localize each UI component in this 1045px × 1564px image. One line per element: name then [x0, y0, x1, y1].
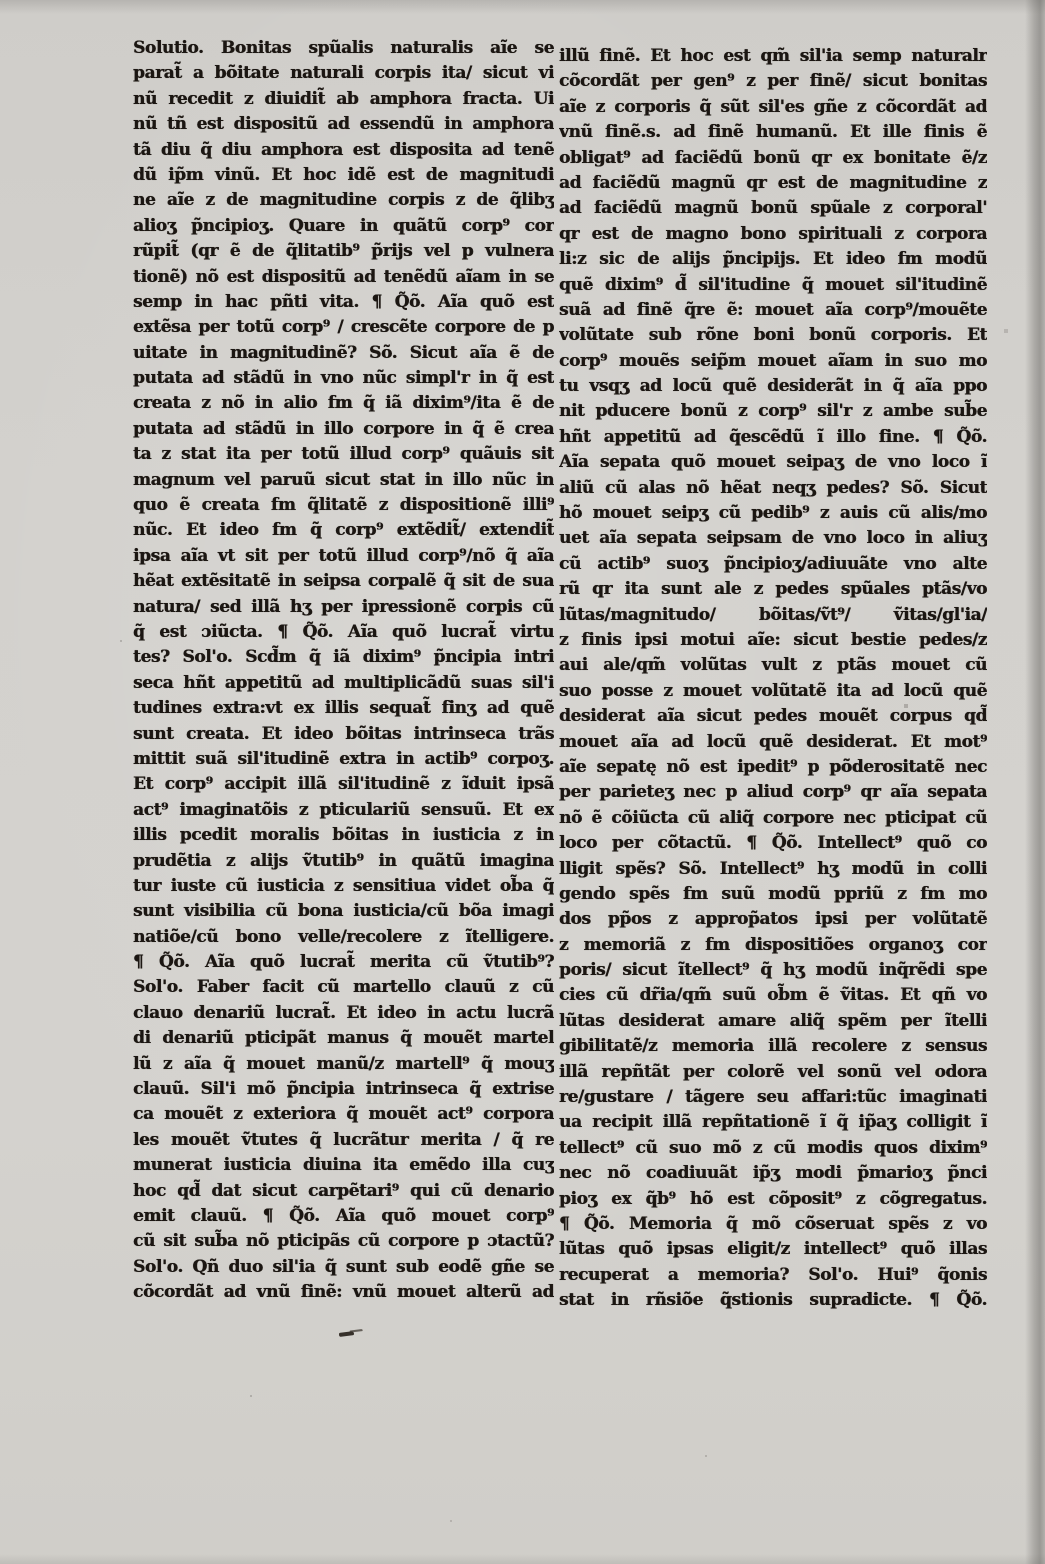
text-line: nũ recedit z diuidit̃ ab amphora fracta. Ui	[133, 88, 554, 109]
text-line: uitate in magnitudinẽ? Sõ. Sicut aĩa ẽ de	[133, 342, 554, 363]
text-line: hõ mouet seipʒ cũ pedib⁹ z auis cũ alis/mo	[559, 503, 987, 524]
text-line: hẽat extẽsitatẽ in seipsa corpalẽ q̃ sit de sua	[133, 571, 554, 592]
text-line: putata ad stãdũ in illo corpore in q̃ ẽ crea	[133, 418, 554, 439]
text-line: rũ qr ita sunt ale z pedes spũales ptãs/vo	[559, 579, 987, 600]
text-line: semp in hac pñti vita. ¶ Q̃õ. Aĩa quõ est	[133, 291, 554, 312]
text-line: poris/ sicut ĩtellect⁹ q̃ hʒ modũ inq̃rẽdi spe	[559, 960, 987, 981]
text-line: illũ finẽ. Et hoc est qm̃ sil'ia semp naturalr	[559, 46, 987, 66]
text-line: suo posse z mouet volũtatẽ ita ad locũ quẽ	[559, 680, 987, 701]
text-line: cõcordãt ad vnũ finẽ: vnũ mouet alterũ ad	[133, 1282, 554, 1303]
text-line: hoc qd̃ dat sicut carpẽtari⁹ qui cũ denario	[133, 1180, 554, 1201]
text-line: ta z stat ita per totũ illud corp⁹ quãuis sit	[133, 444, 554, 465]
text-line: quẽ dixim⁹ d̃ sil'itudine q̃ mouet sil'itudinẽ	[559, 274, 987, 295]
text-column-right	[559, 44, 987, 1314]
page-edge-shadow-top	[0, 0, 1045, 14]
text-line: quo ẽ creata fm q̃litatẽ z dispositionẽ illi⁹	[133, 495, 554, 516]
text-line: tur iuste cũ iusticia z sensitiua videt ob̃a q̃	[133, 875, 554, 896]
text-line: clauũ. Sil'i mõ p̃ncipia intrinseca q̃ extrise	[133, 1079, 554, 1100]
text-line: illis pcedit moralis bõitas in iusticia z in	[133, 825, 554, 846]
text-line: pioʒ ex q̃b⁹ hõ est cõposit⁹ z cõgregatus.	[559, 1188, 987, 1209]
text-line: tu vsqʒ ad locũ quẽ desiderãt in q̃ aĩa ppo	[559, 376, 987, 397]
text-line: desiderat aĩa sicut pedes mouẽt corpus qd̃	[559, 706, 987, 727]
text-line: gendo spẽs fm suũ modũ ppriũ z fm mo	[559, 883, 987, 904]
text-line: lũ z aĩa q̃ mouet manũ/z martell⁹ q̃ mouʒ	[133, 1053, 554, 1074]
text-line: lũtas quõ ipsas eligit/z intellect⁹ quõ illas	[559, 1239, 987, 1260]
text-line: ad faciẽdũ magnũ bonũ spũale z corporal'	[559, 198, 987, 219]
text-line: vnũ finẽ.s. ad finẽ humanũ. Et ille finis ẽ	[559, 122, 987, 143]
text-line: nũc. Et ideo fm q̃ corp⁹ extẽdit̃/ extendit̃	[133, 520, 554, 541]
text-line: tellect⁹ cũ suo mõ z cũ modis quos dixim⁹	[559, 1137, 987, 1158]
text-line: dos pp̃os z approp̃atos ipsi per volũtatẽ	[559, 909, 987, 930]
text-line: aĩe z corporis q̃ sũt sil'es gñe z cõcordãt ad	[559, 96, 987, 117]
text-line: tionẽ) nõ est dispositũ ad tenẽdũ aĩam in se	[133, 266, 554, 287]
text-line: stat in rñsiõe q̃stionis supradicte. ¶ Q̃õ.	[559, 1290, 987, 1311]
text-line: qr est de magno bono spirituali z corpora	[559, 223, 987, 244]
text-line: z finis ipsi motui aĩe: sicut bestie pedes/z	[559, 629, 987, 650]
text-line: recuperat a memoria? Sol'o. Hui⁹ q̃onis	[559, 1264, 987, 1285]
text-line: lligit spẽs? Sõ. Intellect⁹ hʒ modũ in colli	[559, 858, 987, 879]
text-line: munerat iusticia diuina ita emẽdo illa cuʒ	[133, 1155, 554, 1176]
text-line: cies cũ dr̃ia/qm̃ suũ ob̃m ẽ ṽitas. Et qñ vo	[559, 985, 987, 1006]
text-line: Aĩa sepata quõ mouet seipaʒ de vno loco ĩ	[559, 452, 987, 473]
text-line: prudẽtia z alijs ṽtutib⁹ in quãtũ imagina	[133, 850, 554, 871]
text-line: seca hñt appetitũ ad multiplicãdũ suas sil'i	[133, 672, 554, 693]
text-line: aĩe sepatę nõ est ipedit⁹ p põderositatẽ nec	[559, 756, 987, 777]
text-line: les mouẽt ṽtutes q̃ lucrãtur merita / q̃ re	[133, 1129, 554, 1150]
text-line: per parieteʒ nec p aliud corp⁹ qr aĩa sepata	[559, 782, 987, 803]
text-line: ipsa aĩa vt sit per totũ illud corp⁹/nõ q̃ aĩa	[133, 545, 554, 566]
text-line: mittit suã sil'itudinẽ extra in actib⁹ corpoʒ.	[133, 748, 554, 769]
text-line: putata ad stãdũ in vno nũc simpl'r in q̃ est	[133, 368, 554, 389]
text-line: Et corp⁹ accipit illã sil'itudinẽ z ĩduit ipsã	[133, 774, 554, 795]
page-edge-shadow-right	[1025, 0, 1045, 1564]
text-line: ad faciẽdũ magnũ qr est de magnitudine z	[559, 172, 987, 193]
text-line: nec nõ coadiuuãt ip̃ʒ modi p̃marioʒ p̃nci	[559, 1163, 987, 1184]
text-line: obligat⁹ ad faciẽdũ bonũ qr ex bonitate ẽ/z	[559, 147, 987, 168]
text-line: sunt creata. Et ideo bõitas intrinseca trãs	[133, 723, 554, 744]
text-line: corp⁹ mouẽs seip̃m mouet aĩam in suo mo	[559, 350, 987, 371]
text-line: gibilitatẽ/z memoria illã recolere z sensus	[559, 1036, 987, 1057]
text-line: di denariũ pticipãt manus q̃ mouẽt martel	[133, 1028, 554, 1049]
text-line: re/gustare / tãgere seu affari:tũc imaginati	[559, 1087, 987, 1108]
text-line: tes? Sol'o. Scd̃m q̃ iã dixim⁹ p̃ncipia intri	[133, 647, 554, 668]
text-line: nũ tñ est dispositũ ad essendũ in amphora	[133, 114, 554, 135]
text-line: cõcordãt per gen⁹ z per finẽ/ sicut bonitas	[559, 71, 987, 92]
ink-mark	[339, 1331, 354, 1337]
text-line: natiõe/cũ bono velle/recolere z ĩtelligere.	[133, 926, 554, 947]
text-line: Solutio. Bonitas spũalis naturalis aĩe se	[133, 38, 554, 58]
text-line: q̃ est ɔiũcta. ¶ Q̃õ. Aĩa quõ lucrat̃ virtu	[133, 621, 554, 642]
text-line: emit clauũ. ¶ Q̃õ. Aĩa quõ mouet corp⁹	[133, 1205, 554, 1226]
text-line: uet aĩa sepata seipsam de vno loco in aliuʒ	[559, 528, 987, 549]
text-line: extẽsa per totũ corp⁹ / crescẽte corpore de p	[133, 317, 554, 338]
text-line: Sol'o. Faber facit cũ martello clauũ z cũ	[133, 977, 554, 998]
text-line: creata z nõ in alio fm q̃ iã dixim⁹/ita ẽ de	[133, 393, 554, 414]
text-line: hñt appetitũ ad q̃escẽdũ ĩ illo fine. ¶ Q̃õ.	[559, 426, 987, 447]
text-line: clauo denariũ lucrat̃. Et ideo in actu lucrã	[133, 1002, 554, 1023]
text-line: natura/ sed illã hʒ per ipressionẽ corpis cũ	[133, 596, 554, 617]
text-line: cũ sit sub̃a nõ pticipãs cũ corpore p ɔtactũ?	[133, 1231, 554, 1252]
text-line: aliũ cũ alas nõ hẽat neqʒ pedes? Sõ. Sicut	[559, 477, 987, 498]
page-edge-shadow-bottom	[0, 1554, 1045, 1564]
text-line: mouet aĩa ad locũ quẽ desiderat. Et mot⁹	[559, 731, 987, 752]
text-line: tudines extra:vt ex illis sequat̃ finʒ ad quẽ	[133, 698, 554, 719]
text-line: aui ale/qm̃ volũtas vult z ptãs mouet cũ	[559, 655, 987, 676]
text-line: lũtas desiderat amare aliq̃ spẽm per ĩtelli	[559, 1010, 987, 1031]
text-line: dũ ip̃m vinũ. Et hoc idẽ est de magnitudi	[133, 164, 554, 185]
text-line: ua recipit illã repñtationẽ ĩ q̃ ip̃aʒ colligit ĩ	[559, 1112, 987, 1133]
text-line: ¶ Q̃õ. Memoria q̃ mõ cõseruat spẽs z vo	[559, 1213, 987, 1234]
text-line: magnum vel paruũ sicut stat in illo nũc in	[133, 469, 554, 490]
text-line: alioʒ p̃ncipioʒ. Quare in quãtũ corp⁹ cor	[133, 215, 554, 236]
text-line: ne aĩe z de magnitudine corpis z de q̃libʒ	[133, 190, 554, 211]
text-line: cũ actib⁹ suoʒ p̃ncipioʒ/adiuuãte vno alte	[559, 553, 987, 574]
text-line: tã diu q̃ diu amphora est disposita ad tenẽ	[133, 139, 554, 160]
text-line: nõ ẽ cõiũcta cũ aliq̃ corpore nec pticipat cũ	[559, 807, 987, 828]
text-line: z memoriã z fm dispositiões organoʒ cor	[559, 934, 987, 955]
text-line: li:z sic de alijs p̃ncipijs. Et ideo fm modũ	[559, 249, 987, 270]
text-column-left	[133, 36, 554, 1306]
text-line: nit pducere bonũ z corp⁹ sil'r z ambe sub̃e	[559, 401, 987, 422]
text-line: act⁹ imaginatõis z pticulariũ sensuũ. Et ex	[133, 799, 554, 820]
text-line: rũpit̃ (qr ẽ de q̃litatib⁹ p̃rijs vel p vulnera	[133, 241, 554, 262]
text-line: ca mouẽt z exteriora q̃ mouẽt act⁹ corpora	[133, 1104, 554, 1125]
text-line: volũtate sub rõne boni bonũ corporis. Et	[559, 325, 987, 346]
text-line: sunt visibilia cũ bona iusticia/cũ bõa imagi	[133, 901, 554, 922]
text-line: ¶ Q̃õ. Aĩa quõ lucrat̃ merita cũ ṽtutib⁹?	[133, 952, 554, 973]
text-line: Sol'o. Qñ duo sil'ia q̃ sunt sub eodẽ gñe se	[133, 1256, 554, 1277]
text-line: parat̃ a bõitate naturali corpis ita/ sicut vi	[133, 63, 554, 84]
text-line: loco per cõtactũ. ¶ Q̃õ. Intellect⁹ quõ co	[559, 833, 987, 854]
text-line: lũtas/magnitudo/ bõitas/ṽt⁹/ ṽitas/gl'ia/	[559, 604, 987, 625]
text-line: illã repñtãt per colorẽ vel sonũ vel odora	[559, 1061, 987, 1082]
text-line: suã ad finẽ q̃re ẽ: mouet aĩa corp⁹/mouẽte	[559, 299, 987, 320]
